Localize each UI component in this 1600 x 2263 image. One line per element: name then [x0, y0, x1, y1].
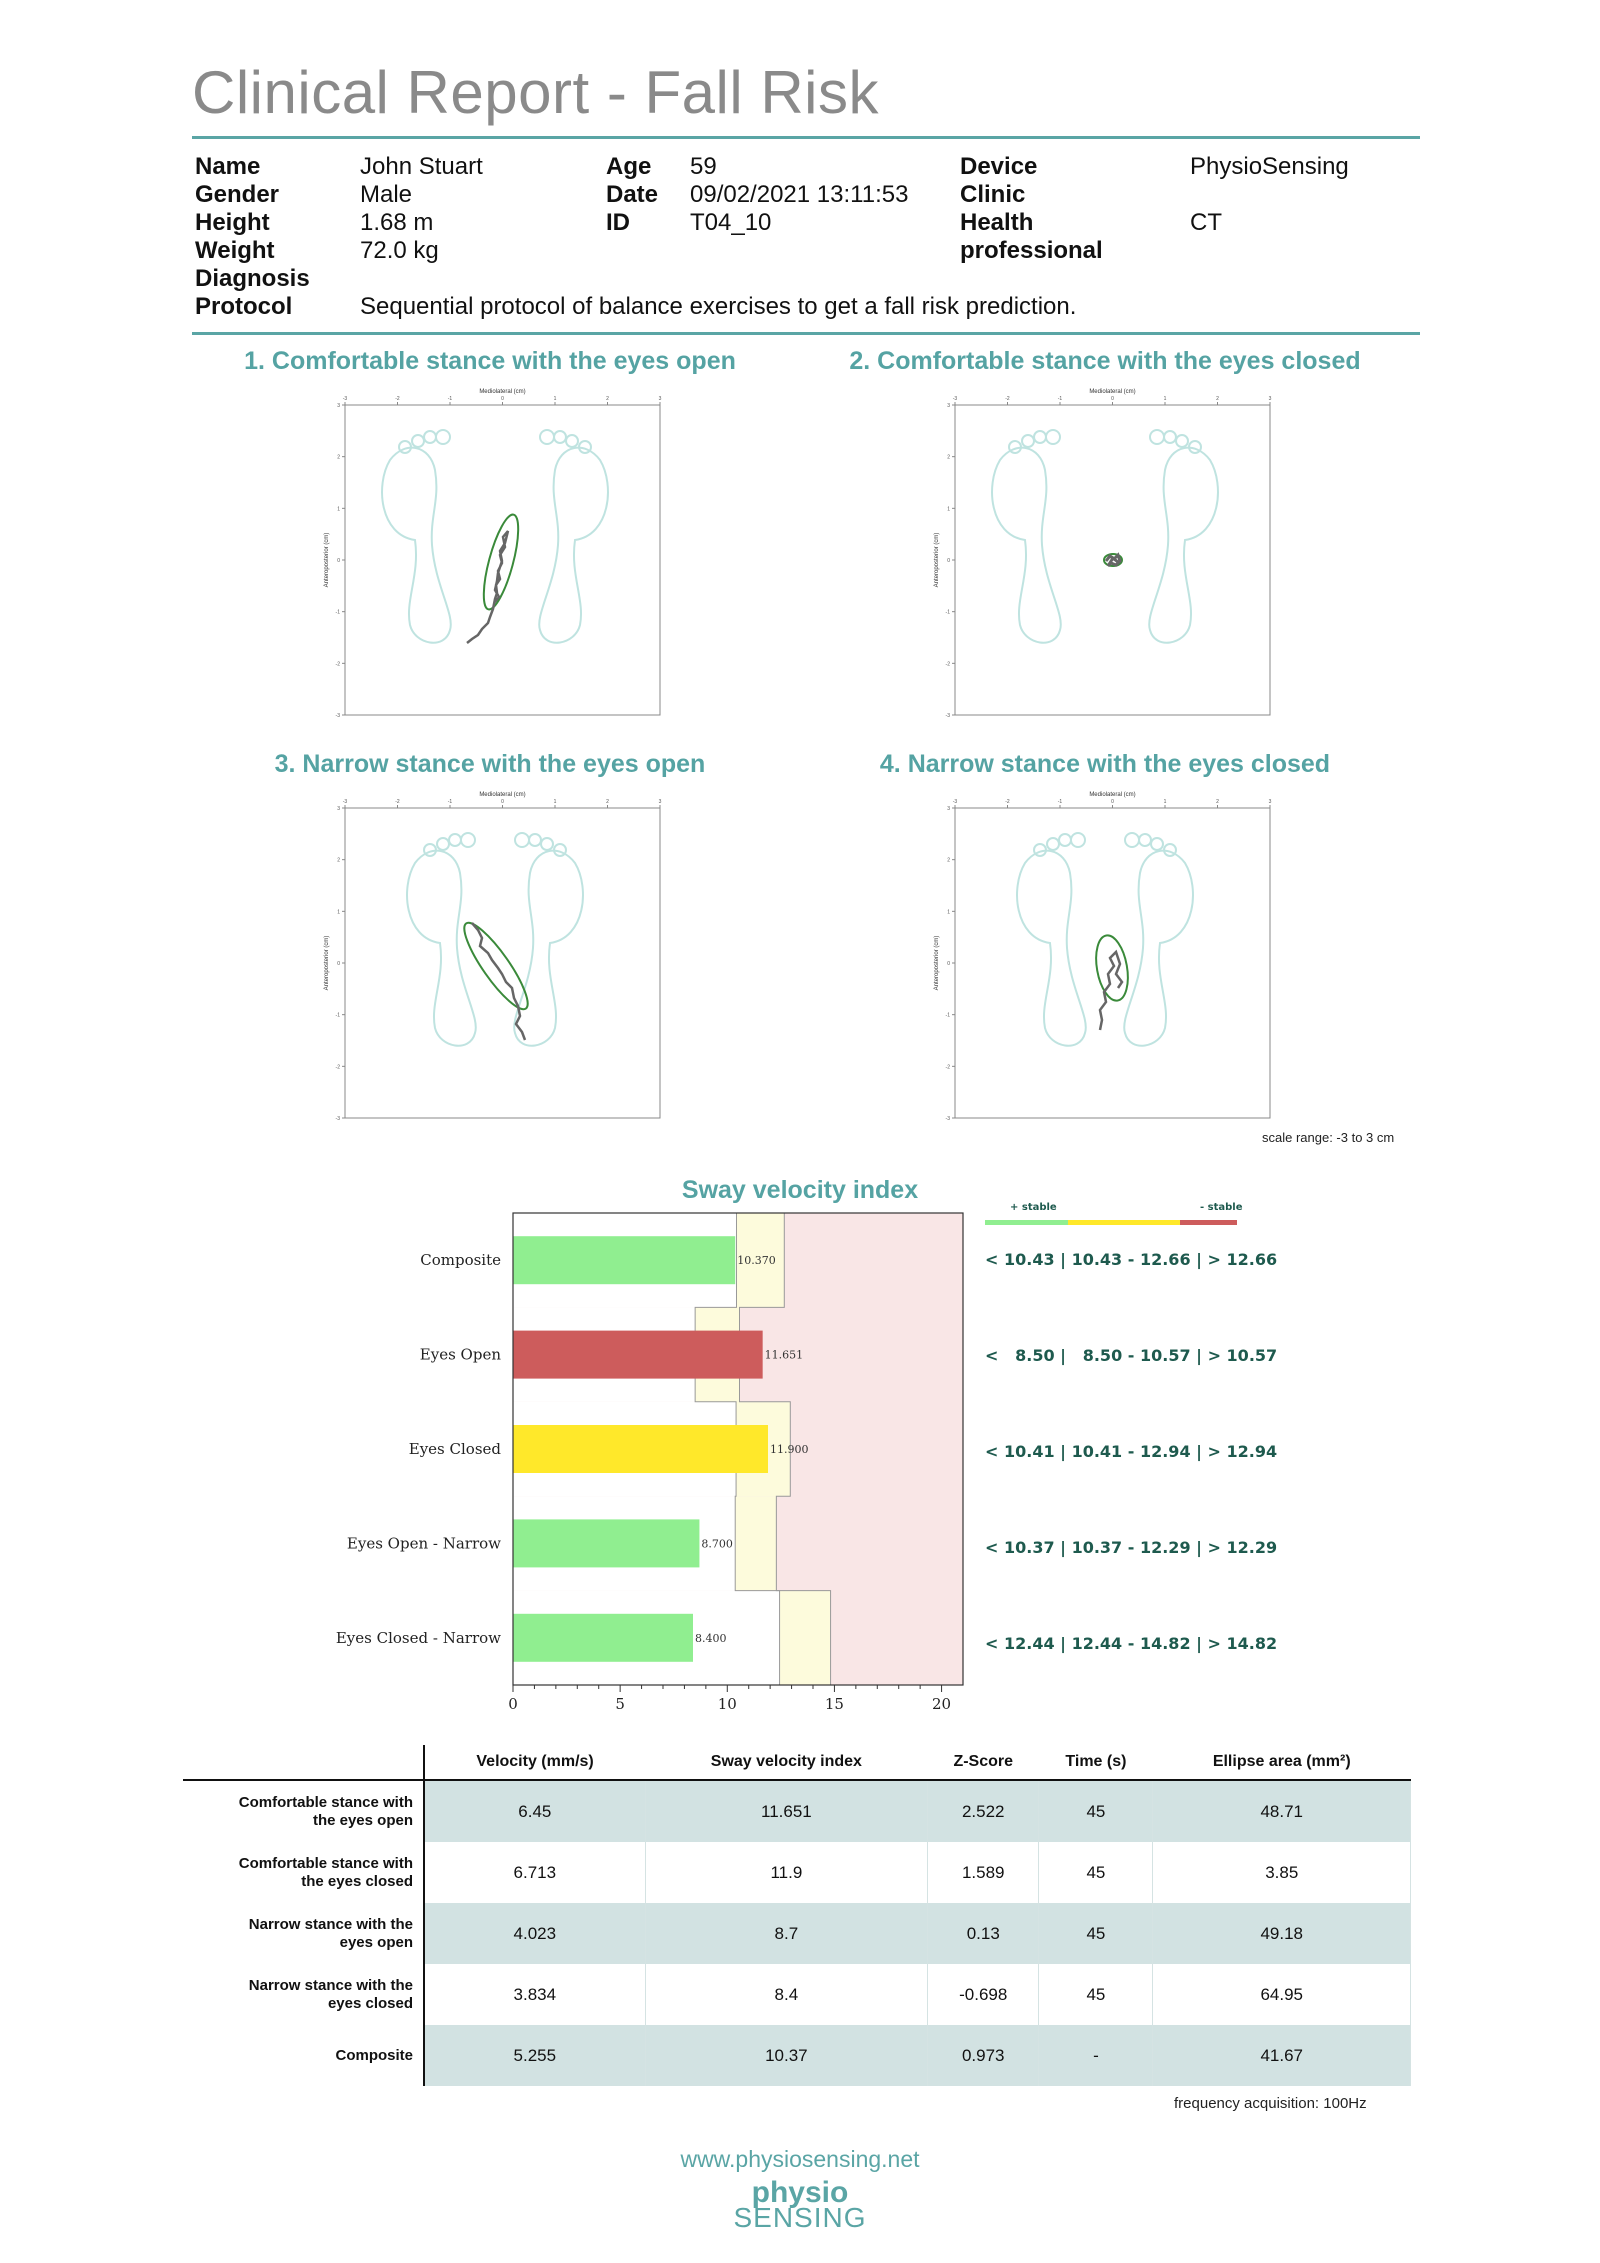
table-row — [183, 2025, 1411, 2086]
row-label — [183, 1964, 424, 2025]
category-label: Eyes Open - Narrow — [346, 1534, 501, 1553]
row-label-line-1: Narrow stance with the — [248, 1976, 413, 1994]
x-tick-label: 3 — [658, 396, 662, 402]
table-cell: 45 — [1039, 1842, 1153, 1903]
report-title: Clinical Report - Fall Risk — [192, 59, 879, 126]
header-time: Time (s) — [1065, 1753, 1127, 1770]
x-tick-label: -1 — [1057, 396, 1063, 402]
stabilogram-svg-4 — [930, 788, 1280, 1128]
x-axis-label: Mediolateral (cm) — [1089, 389, 1136, 395]
stability-legend-svg — [985, 1200, 1255, 1230]
x-tick-label: -3 — [342, 396, 348, 402]
x-tick-label: 0 — [508, 1695, 518, 1713]
row-label — [183, 2025, 424, 2086]
legend-yellow-bar — [1068, 1220, 1180, 1225]
scale-range-note: scale range: -3 to 3 cm — [1262, 1130, 1395, 1145]
bar — [513, 1425, 768, 1473]
left-foot-outline — [1149, 430, 1218, 643]
bar — [513, 1331, 763, 1379]
y-tick-label: 2 — [947, 454, 950, 461]
x-tick-label: 3 — [1268, 396, 1272, 402]
table-cell: 6.45 — [424, 1780, 645, 1842]
table-cell: 3.85 — [1153, 1842, 1411, 1903]
stabilogram-title-3: 3. Narrow stance with the eyes open — [274, 750, 706, 778]
table-cell: 10.37 — [645, 2025, 927, 2086]
x-tick-label: 1 — [553, 396, 557, 402]
height-label: Height — [195, 209, 270, 236]
x-tick-label: 2 — [1216, 799, 1219, 805]
right-foot-outline — [382, 430, 451, 643]
category-label: Composite — [420, 1251, 501, 1270]
bar-value-label: 10.370 — [737, 1254, 776, 1268]
y-tick-label: -3 — [945, 1116, 950, 1122]
x-tick-label: 10 — [717, 1695, 737, 1713]
y-tick-label: 3 — [337, 806, 340, 812]
left-foot-outline — [539, 430, 608, 643]
patient-gender: Male — [360, 181, 413, 208]
age-label: Age — [606, 153, 652, 180]
patient-id: T04_10 — [690, 209, 772, 236]
header-velocity: Velocity (mm/s) — [476, 1753, 594, 1770]
table-cell: 48.71 — [1153, 1780, 1411, 1842]
row-label — [183, 1903, 424, 1964]
bar-value-label: 8.400 — [695, 1631, 727, 1645]
range-label-eyes-open-narrow: < 10.37 | 10.37 - 12.29 | > 12.29 — [985, 1538, 1278, 1557]
header-ellipse-area: Ellipse area (mm²) — [1212, 1753, 1351, 1770]
table-cell: 41.67 — [1153, 2025, 1411, 2086]
range-label-eyes-closed: < 10.41 | 10.41 - 12.94 | > 12.94 — [985, 1442, 1278, 1461]
stability-legend — [985, 1200, 1255, 1230]
table-row — [183, 1780, 1411, 1842]
header-z-score: Z-Score — [953, 1753, 1014, 1770]
health-professional-value: CT — [1190, 209, 1222, 236]
left-foot-outline — [514, 833, 583, 1046]
bar-value-label: 8.700 — [701, 1537, 733, 1551]
info-divider — [192, 332, 1420, 335]
sway-path — [1100, 952, 1122, 1030]
left-foot-outline — [1124, 833, 1193, 1046]
y-tick-label: 1 — [337, 909, 340, 916]
x-axis-label: Mediolateral (cm) — [479, 792, 526, 798]
stabilogram-title-2: 2. Comfortable stance with the eyes closed — [849, 347, 1361, 375]
range-label-eyes-open: < 8.50 | 8.50 - 10.57 | > 10.57 — [985, 1346, 1278, 1365]
table-cell: 0.973 — [928, 2025, 1039, 2086]
table-header-row — [183, 1745, 1411, 1780]
frequency-note: frequency acquisition: 100Hz — [1174, 2095, 1367, 2112]
y-tick-label: 2 — [337, 857, 340, 864]
x-tick-label: 2 — [606, 799, 609, 805]
x-tick-label: -3 — [952, 396, 958, 402]
health-professional-label-2: professional — [960, 237, 1103, 264]
row-label-line-2: eyes open — [339, 1933, 413, 1951]
y-tick-label: -3 — [335, 713, 340, 719]
y-tick-label: -2 — [335, 1064, 340, 1071]
sway-chart-title: Sway velocity index — [681, 1176, 919, 1204]
y-tick-label: -3 — [335, 1116, 340, 1122]
logo-sensing: SENSING — [733, 2202, 867, 2233]
y-axis-label: Anteroposterior (cm) — [324, 532, 330, 588]
table-cell: 11.651 — [645, 1780, 927, 1842]
row-label-line-2: the eyes closed — [301, 1872, 413, 1890]
table-cell: 45 — [1039, 1903, 1153, 1964]
caution-zone — [780, 1591, 831, 1685]
legend-plus-stable: + stable — [1010, 1202, 1057, 1213]
x-tick-label: -1 — [1057, 799, 1063, 805]
x-tick-label: -2 — [1005, 799, 1010, 805]
legend-minus-stable: - stable — [1200, 1202, 1243, 1213]
row-label-line-2: the eyes open — [312, 1811, 413, 1829]
right-foot-outline — [1017, 833, 1086, 1046]
category-label: Eyes Closed - Narrow — [335, 1628, 501, 1647]
patient-protocol: Sequential protocol of balance exercises to get a fall risk prediction. — [360, 293, 1077, 320]
weight-label: Weight — [195, 237, 275, 264]
patient-age: 59 — [690, 153, 717, 180]
y-tick-label: 3 — [947, 403, 950, 409]
patient-name: John Stuart — [360, 153, 483, 180]
y-tick-label: 0 — [337, 558, 340, 564]
row-label — [183, 1842, 424, 1903]
patient-weight: 72.0 kg — [360, 237, 439, 264]
category-label: Eyes Closed — [408, 1440, 501, 1458]
x-tick-label: 0 — [501, 799, 504, 805]
x-tick-label: -1 — [447, 396, 453, 402]
bar — [513, 1614, 693, 1662]
x-tick-label: 1 — [1163, 396, 1167, 402]
y-tick-label: -2 — [335, 661, 340, 668]
x-tick-label: -2 — [395, 396, 400, 402]
row-label — [183, 1780, 424, 1842]
stabilogram-svg-1 — [320, 385, 670, 725]
stabilogram-svg-3 — [320, 788, 670, 1128]
y-tick-label: -2 — [945, 1064, 950, 1071]
range-label-eyes-closed-narrow: < 12.44 | 12.44 - 14.82 | > 14.82 — [985, 1634, 1278, 1653]
health-professional-label-1: Health — [960, 209, 1034, 236]
x-axis-label: Mediolateral (cm) — [479, 389, 526, 395]
device-label: Device — [960, 153, 1038, 180]
footer-url-link[interactable]: www.physiosensing.net — [680, 2146, 920, 2172]
y-tick-label: 3 — [337, 403, 340, 409]
y-tick-label: -1 — [335, 1012, 340, 1019]
table-cell: 6.713 — [424, 1842, 645, 1903]
x-tick-label: 3 — [1268, 799, 1272, 805]
table-cell: 1.589 — [928, 1842, 1039, 1903]
y-tick-label: 3 — [947, 806, 950, 812]
y-tick-label: 0 — [947, 558, 950, 564]
x-tick-label: -3 — [952, 799, 958, 805]
row-label-line-2: eyes closed — [327, 1994, 413, 2012]
patient-height: 1.68 m — [360, 209, 434, 236]
table-row — [183, 1903, 1411, 1964]
sway-path — [467, 531, 508, 643]
bar — [513, 1519, 699, 1567]
x-tick-label: 5 — [615, 1695, 625, 1713]
table-cell: 3.834 — [424, 1964, 645, 2025]
header-sway-index: Sway velocity index — [710, 1753, 862, 1770]
x-tick-label: -2 — [395, 799, 400, 805]
x-tick-label: -2 — [1005, 396, 1010, 402]
table-row — [183, 1842, 1411, 1903]
bar-value-label: 11.651 — [764, 1348, 804, 1362]
y-tick-label: 1 — [337, 506, 340, 513]
table-cell: -0.698 — [928, 1964, 1039, 2025]
stabilogram-title-4: 4. Narrow stance with the eyes closed — [879, 750, 1331, 778]
stabilogram-2 — [930, 385, 1280, 725]
y-tick-label: -1 — [945, 1012, 950, 1019]
device-value: PhysioSensing — [1190, 153, 1349, 180]
y-tick-label: 2 — [947, 857, 950, 864]
stabilogram-svg-2 — [930, 385, 1280, 725]
table-cell: 45 — [1039, 1780, 1153, 1842]
x-tick-label: 20 — [932, 1695, 952, 1713]
y-tick-label: -1 — [335, 609, 340, 616]
id-label: ID — [606, 209, 630, 236]
bar-value-label: 11.900 — [770, 1443, 809, 1456]
x-tick-label: 0 — [1111, 396, 1114, 402]
table-cell: 4.023 — [424, 1903, 645, 1964]
sway-velocity-svg — [300, 1205, 1000, 1725]
logo-physio: physio — [751, 2176, 849, 2209]
table-corner — [183, 1745, 424, 1780]
x-tick-label: 2 — [606, 396, 609, 402]
table-cell: 5.255 — [424, 2025, 645, 2086]
table-cell: 8.4 — [645, 1964, 927, 2025]
x-tick-label: 2 — [1216, 396, 1219, 402]
x-tick-label: -1 — [447, 799, 453, 805]
table-cell: - — [1039, 2025, 1153, 2086]
x-tick-label: 1 — [1163, 799, 1167, 805]
category-label: Eyes Open — [419, 1345, 501, 1364]
x-tick-label: 0 — [501, 396, 504, 402]
bar — [513, 1236, 735, 1284]
sway-path — [472, 923, 525, 1040]
table-row — [183, 1964, 1411, 2025]
y-tick-label: 0 — [337, 961, 340, 967]
y-axis-label: Anteroposterior (cm) — [324, 935, 330, 991]
stabilogram-title-1: 1. Comfortable stance with the eyes open — [244, 347, 736, 375]
right-foot-outline — [992, 430, 1061, 643]
x-tick-label: 1 — [553, 799, 557, 805]
table-cell: 45 — [1039, 1964, 1153, 2025]
legend-green-bar — [985, 1220, 1068, 1225]
plot-frame — [345, 808, 660, 1118]
y-tick-label: -1 — [945, 609, 950, 616]
table-cell: 2.522 — [928, 1780, 1039, 1842]
stabilogram-4 — [930, 788, 1280, 1128]
caution-zone — [735, 1496, 776, 1590]
x-tick-label: -3 — [342, 799, 348, 805]
sway-velocity-chart — [300, 1205, 1000, 1725]
right-foot-outline — [407, 833, 476, 1046]
table-cell: 11.9 — [645, 1842, 927, 1903]
range-label-composite: < 10.43 | 10.43 - 12.66 | > 12.66 — [985, 1250, 1278, 1269]
table-cell: 64.95 — [1153, 1964, 1411, 2025]
table-cell: 0.13 — [928, 1903, 1039, 1964]
x-tick-label: 3 — [658, 799, 662, 805]
stabilogram-3 — [320, 788, 670, 1128]
y-tick-label: -3 — [945, 713, 950, 719]
y-tick-label: -2 — [945, 661, 950, 668]
row-label-line-1: Composite — [335, 2046, 413, 2064]
diagnosis-label: Diagnosis — [195, 265, 310, 292]
x-axis-label: Mediolateral (cm) — [1089, 792, 1136, 798]
results-table — [183, 1745, 1411, 2086]
x-tick-label: 15 — [824, 1695, 844, 1713]
row-label-line-1: Comfortable stance with — [238, 1793, 413, 1811]
table-cell: 8.7 — [645, 1903, 927, 1964]
sway-path — [1106, 555, 1120, 566]
legend-red-bar — [1180, 1220, 1237, 1225]
row-label-line-1: Narrow stance with the — [248, 1915, 413, 1933]
clinic-label: Clinic — [960, 181, 1026, 208]
table-cell: 49.18 — [1153, 1903, 1411, 1964]
y-tick-label: 1 — [947, 909, 950, 916]
date-label: Date — [606, 181, 659, 208]
y-axis-label: Anteroposterior (cm) — [934, 532, 940, 588]
y-axis-label: Anteroposterior (cm) — [934, 935, 940, 991]
gender-label: Gender — [195, 181, 280, 208]
header-divider — [192, 136, 1420, 139]
x-tick-label: 0 — [1111, 799, 1114, 805]
stabilogram-1 — [320, 385, 670, 725]
name-label: Name — [195, 153, 261, 180]
y-tick-label: 2 — [337, 454, 340, 461]
y-tick-label: 1 — [947, 506, 950, 513]
protocol-label: Protocol — [195, 293, 293, 320]
report-date: 09/02/2021 13:11:53 — [690, 181, 909, 208]
y-tick-label: 0 — [947, 961, 950, 967]
row-label-line-1: Comfortable stance with — [238, 1854, 413, 1872]
